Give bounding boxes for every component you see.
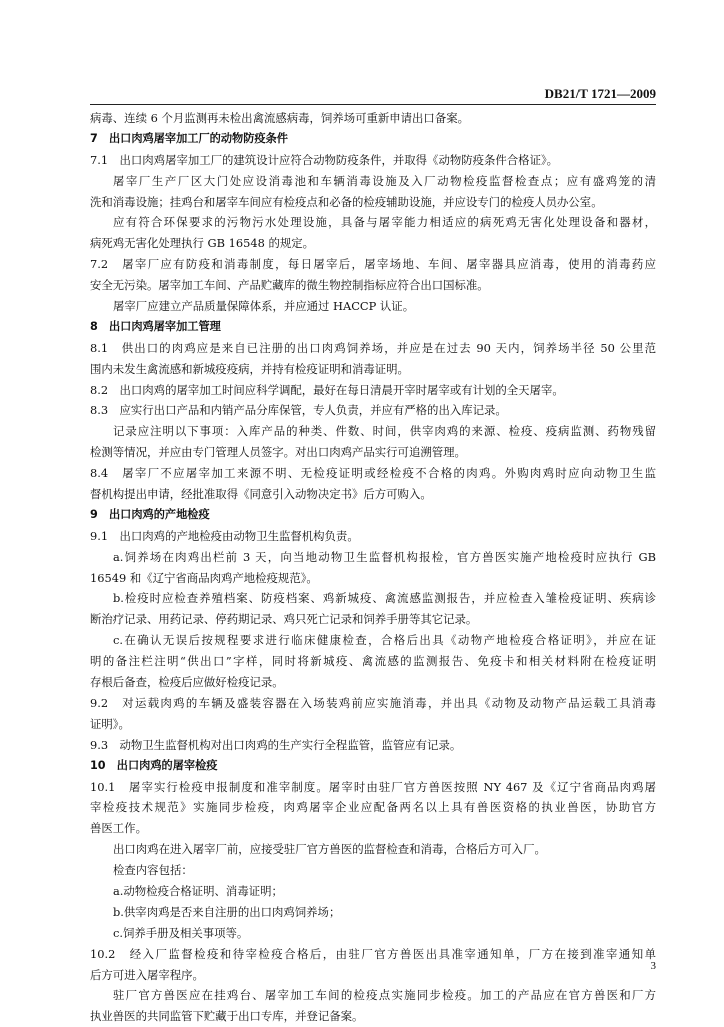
document-id: DB21/T 1721—2009	[544, 86, 656, 101]
body-text-line: 10.1 屠宰实行检疫申报制度和准宰制度。屠宰时由驻厂官方兽医按照 NY 467 及《辽宁省商品肉鸡屠	[90, 779, 656, 794]
body-text-line: 9.3 动物卫生监督机构对出口肉鸡的生产实行全程监管，监管应有记录。	[90, 737, 462, 752]
body-text-line: 兽医工作。	[90, 821, 147, 836]
page-number: 3	[650, 960, 656, 972]
body-text-line: 洗和消毒设施；挂鸡台和屠宰车间应有检疫点和必备的检疫辅助设施，并应设专门的检疫人员办公室。	[90, 194, 603, 209]
body-text-line: 应有符合环保要求的污物污水处理设施，具备与屠宰能力相适应的病死鸡无害化处理设备和器材，	[113, 215, 656, 230]
body-text-line: 8.1 供出口的肉鸡应是来自已注册的出口肉鸡饲养场，并应是在过去 90 天内，饲养场半径 50 公里范	[90, 340, 656, 355]
body-text-line: 检查内容包括：	[113, 863, 193, 878]
body-text-line: 9.1 出口肉鸡的产地检疫由动物卫生监督机构负责。	[90, 528, 359, 543]
body-text-line: 8.4 屠宰厂不应屠宰加工来源不明、无检疫证明或经检疫不合格的肉鸡。外购肉鸡时应向动物卫生监	[90, 466, 656, 481]
body-text-line: c.在确认无误后按规程要求进行临床健康检查，合格后出具《动物产地检疫合格证明》，并应在证	[113, 633, 656, 648]
body-text-line: a.饲养场在肉鸡出栏前 3 天，向当地动物卫生监督机构报检，官方兽医实施产地检疫时应执行 GB	[113, 549, 656, 564]
header-rule	[90, 104, 656, 105]
body-text-line: 宰检疫技术规范》实施同步检疫，肉鸡屠宰企业应配备两名以上具有兽医资格的执业兽医，协助官方	[90, 800, 656, 815]
body-text-line: 明的备注栏注明“供出口”字样，同时将新城疫、禽流感的监测报告、免疫卡和相关材料附在检疫证明	[90, 654, 656, 669]
body-text-line: c.饲养手册及相关事项等。	[113, 925, 249, 940]
section-heading: 8 出口肉鸡屠宰加工管理	[90, 319, 221, 333]
body-text-line: 围内未发生禽流感和新城疫疫病，并持有检疫证明和消毒证明。	[90, 361, 409, 376]
body-text-line: 10.2 经入厂监督检疫和待宰检疫合格后，由驻厂官方兽医出具准宰通知单，厂方在接到准宰通知单	[90, 946, 656, 961]
body-text-line: 驻厂官方兽医应在挂鸡台、屠宰加工车间的检疫点实施同步检疫。加工的产品应在官方兽医和厂方	[113, 988, 656, 1003]
body-text-line: a.动物检疫合格证明、消毒证明；	[113, 883, 283, 898]
section-heading: 9 出口肉鸡的产地检疫	[90, 507, 210, 521]
body-text-line: 后方可进入屠宰程序。	[90, 967, 204, 982]
body-text-line: 16549 和《辽宁省商品肉鸡产地检疫规范》。	[90, 570, 318, 585]
body-text-line: 7.2 屠宰厂应有防疫和消毒制度，每日屠宰后，屠宰场地、车间、屠宰器具应消毒，使用的消毒药应	[90, 257, 656, 272]
body-text-line: 出口肉鸡在进入屠宰厂前，应接受驻厂官方兽医的监督检查和消毒，合格后方可入厂。	[113, 842, 546, 857]
body-text-line: 8.3 应实行出口产品和内销产品分库保管，专人负责，并应有严格的出入库记录。	[90, 403, 507, 418]
body-text-line: 病死鸡无害化处理执行 GB 16548 的规定。	[90, 236, 315, 251]
body-text-line: 病毒、连续 6 个月监测再未检出禽流感病毒，饲养场可重新申请出口备案。	[90, 111, 469, 125]
body-text-line: 7.1 出口肉鸡屠宰加工厂的建筑设计应符合动物防疫条件，并取得《动物防疫条件合格证》。	[90, 152, 559, 167]
body-text-line: b.供宰肉鸡是否来自注册的出口肉鸡饲养场；	[113, 904, 341, 919]
body-text-line: 安全无污染。屠宰加工车间、产品贮藏库的微生物控制指标应符合出口国标准。	[90, 278, 489, 293]
document-body	[90, 108, 656, 1027]
body-text-line: 执业兽医的共同监管下贮藏于出口专库，并登记备案。	[90, 1009, 364, 1024]
body-text-line: 屠宰厂应建立产品质量保障体系，并应通过 HACCP 认证。	[113, 299, 415, 314]
body-text-line: 9.2 对运载肉鸡的车辆及盛装容器在入场装鸡前应实施消毒，并出具《动物及动物产品运载工具消毒	[90, 695, 656, 710]
body-text-line: 检测等情况，并应由专门管理人员签字。对出口肉鸡产品实行可追溯管理。	[90, 445, 466, 460]
body-text-line: 存根后备查，检疫后应做好检疫记录。	[90, 675, 284, 690]
section-heading: 7 出口肉鸡屠宰加工厂的动物防疫条件	[90, 131, 288, 145]
body-text-line: 断治疗记录、用药记录、停药期记录、鸡只死亡记录和饲养手册等其它记录。	[90, 612, 478, 627]
body-text-line: b.检疫时应检查养殖档案、防疫档案、鸡新城疫、禽流感监测报告，并应检查入雏检疫证明、疾病诊	[113, 591, 656, 606]
body-text-line: 记录应注明以下事项：入库产品的种类、件数、时间，供宰肉鸡的来源、检疫、疫病监测、药物残留	[113, 424, 656, 439]
body-text-line: 证明》。	[90, 716, 130, 731]
body-text-line: 督机构提出申请，经批准取得《同意引入动物决定书》后方可购入。	[90, 487, 432, 502]
section-heading: 10 出口肉鸡的屠宰检疫	[90, 758, 218, 772]
body-text-line: 8.2 出口肉鸡的屠宰加工时间应科学调配，最好在每日清晨开宰时屠宰或有计划的全天屠宰。	[90, 382, 564, 397]
body-text-line: 屠宰厂生产厂区大门处应设消毒池和车辆消毒设施及入厂动物检疫监督检查点；应有盛鸡笼的清	[113, 173, 656, 188]
